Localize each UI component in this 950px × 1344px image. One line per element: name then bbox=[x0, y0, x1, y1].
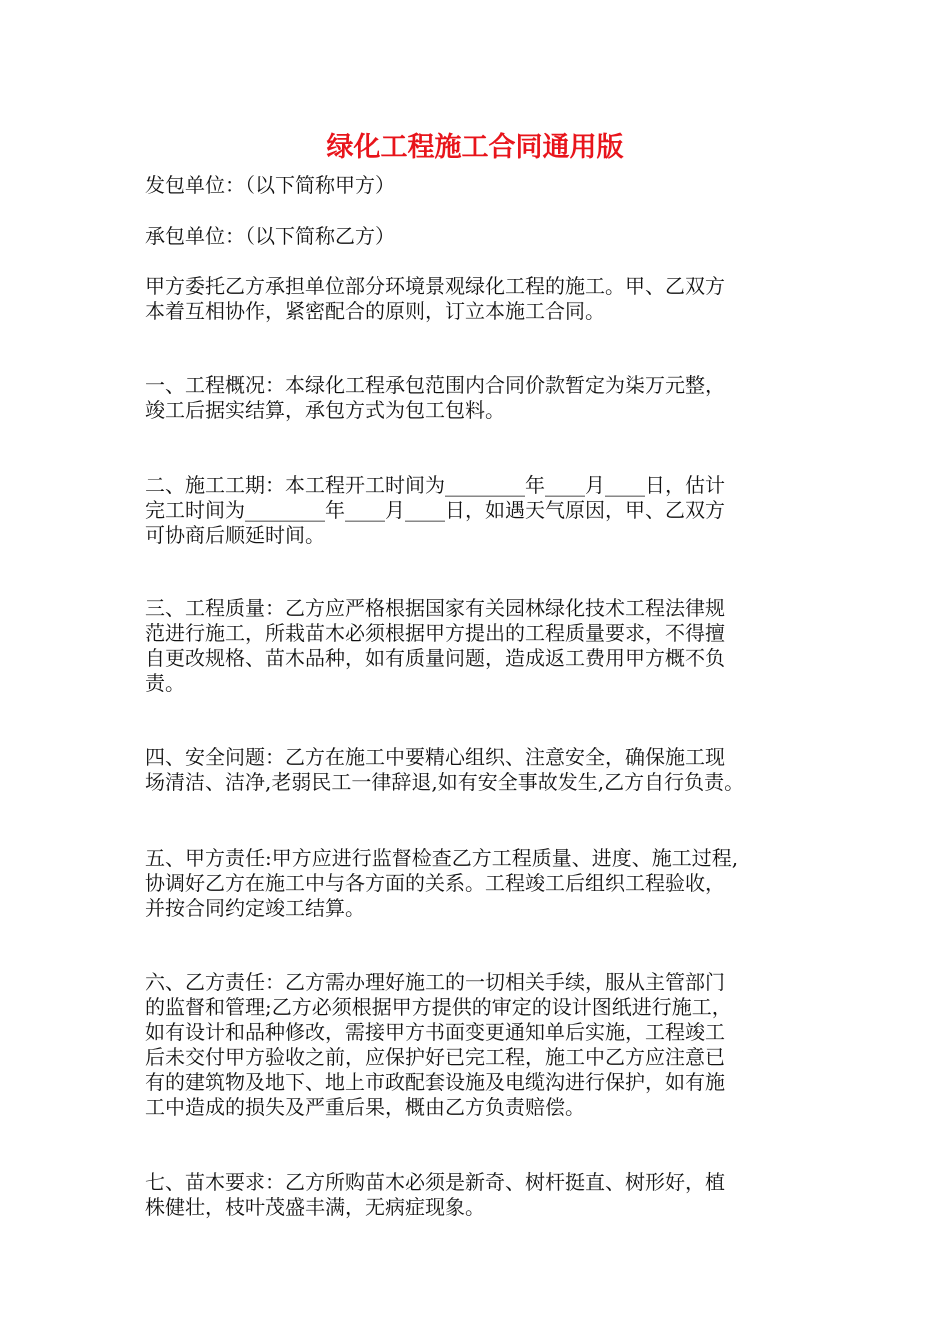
text-line: 有的建筑物及地下、地上市政配套设施及电缆沟进行保护，如有施 bbox=[145, 1070, 725, 1094]
section-1-overview bbox=[145, 373, 810, 423]
text-line: 的监督和管理;乙方必须根据甲方提供的审定的设计图纸进行施工， bbox=[145, 995, 732, 1019]
text-line: 并按合同约定竣工结算。 bbox=[145, 896, 365, 920]
text-line: 六、乙方责任：乙方需办理好施工的一切相关手续，服从主管部门 bbox=[145, 970, 725, 994]
text-line: 五、甲方责任:甲方应进行监督检查乙方工程质量、进度、施工过程, bbox=[145, 846, 739, 870]
text-line: 本着互相协作，紧密配合的原则，订立本施工合同。 bbox=[145, 299, 605, 323]
issuer-party-line bbox=[145, 173, 810, 198]
text-line: 协调好乙方在施工中与各方面的关系。工程竣工后组织工程验收， bbox=[145, 871, 725, 895]
text-line: 可协商后顺延时间。 bbox=[145, 523, 325, 547]
text-line: 工中造成的损失及严重后果，概由乙方负责赔偿。 bbox=[145, 1095, 585, 1119]
text-line: 承包单位：（以下简称乙方） bbox=[145, 224, 395, 248]
text-line: 株健壮，枝叶茂盛丰满，无病症现象。 bbox=[145, 1195, 485, 1219]
text-line: 后未交付甲方验收之前，应保护好已完工程，施工中乙方应注意已 bbox=[145, 1045, 725, 1069]
text-line: 责。 bbox=[145, 671, 185, 695]
contractor-party-line bbox=[145, 224, 810, 249]
intro-paragraph bbox=[145, 274, 810, 324]
text-line: 四、安全问题：乙方在施工中要精心组织、注意安全，确保施工现 bbox=[145, 745, 725, 769]
section-5-party-a-duties bbox=[145, 846, 810, 921]
text-line: 竣工后据实结算，承包方式为包工包料。 bbox=[145, 398, 505, 422]
text-line: 三、工程质量：乙方应严格根据国家有关园林绿化技术工程法律规 bbox=[145, 596, 725, 620]
section-7-seedling-requirements bbox=[145, 1170, 810, 1220]
text-line: 范进行施工，所栽苗木必须根据甲方提出的工程质量要求，不得擅 bbox=[145, 621, 725, 645]
text-line: 如有设计和品种修改，需接甲方书面变更通知单后实施，工程竣工 bbox=[145, 1020, 725, 1044]
text-line: 发包单位：（以下简称甲方） bbox=[145, 173, 395, 197]
text-line: 一、工程概况：本绿化工程承包范围内合同价款暂定为柒万元整， bbox=[145, 373, 725, 397]
section-4-safety bbox=[145, 745, 810, 795]
text-line: 场清洁、洁净,老弱民工一律辞退,如有安全事故发生,乙方自行负责。 bbox=[145, 770, 745, 794]
section-3-quality bbox=[145, 596, 810, 696]
section-2-schedule bbox=[145, 473, 810, 548]
text-line: 二、施工工期：本工程开工时间为________年____月____日，估计 bbox=[145, 473, 725, 497]
text-line: 自更改规格、苗木品种，如有质量问题，造成返工费用甲方概不负 bbox=[145, 646, 725, 670]
text-line: 七、苗木要求：乙方所购苗木必须是新奇、树杆挺直、树形好，植 bbox=[145, 1170, 725, 1194]
text-line: 甲方委托乙方承担单位部分环境景观绿化工程的施工。甲、乙双方 bbox=[145, 274, 725, 298]
section-6-party-b-duties bbox=[145, 970, 810, 1120]
text-line: 完工时间为________年____月____日，如遇天气原因，甲、乙双方 bbox=[145, 498, 725, 522]
document-title: 绿化工程施工合同通用版 bbox=[326, 132, 624, 163]
